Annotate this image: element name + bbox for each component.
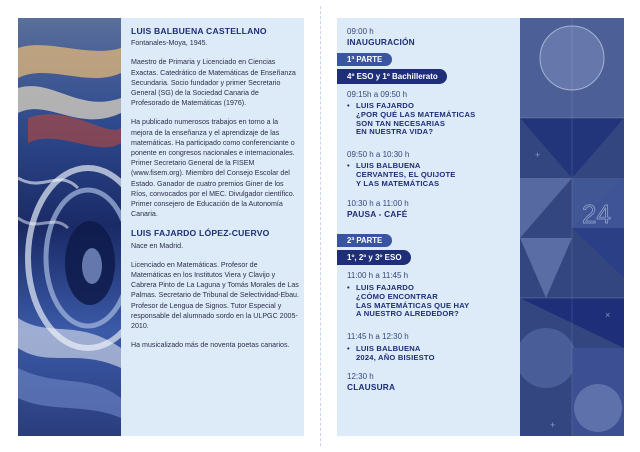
- painting-image: [18, 18, 121, 436]
- opening-title: INAUGURACIÓN: [347, 37, 415, 47]
- bio-origin: Nace en Madrid.: [131, 241, 184, 250]
- geometric-pattern: [520, 18, 624, 436]
- talk-speaker: LUIS FAJARDO: [356, 101, 415, 110]
- schedule-panel: [337, 18, 624, 436]
- talk-time: 11:00 h a 11:45 h: [347, 271, 409, 280]
- talk-item: [347, 162, 456, 188]
- bio-balbuena: [131, 26, 299, 219]
- talk-speaker: LUIS FAJARDO: [356, 283, 415, 292]
- abstract-painting: [18, 18, 121, 436]
- talk-speaker: LUIS BALBUENA: [356, 344, 421, 353]
- talk-time: 09:50 h a 10:30 h: [347, 150, 410, 159]
- talk-title-line: A NUESTRO ALREDEDOR?: [356, 309, 460, 319]
- bullet: •: [347, 161, 350, 170]
- bio-paragraph: Maestro de Primaria y Licenciado en Ciencias Exactas. Catedrático de Matemáticas de Enseñanza Secundaria. Socio fundador y primer Secretario General (SG) de la Sociedad Canaria de Profesorado de Matemáticas (1976).: [131, 58, 296, 108]
- part1-label: 1ª PARTE: [337, 53, 392, 66]
- svg-text:×: ×: [605, 310, 611, 320]
- talk-title-line: EN NUESTRA VIDA?: [356, 127, 434, 137]
- talk-item: [347, 102, 475, 137]
- pattern-numeral: 24: [582, 199, 611, 229]
- talk-title-line: CERVANTES, EL QUIJOTE: [356, 169, 456, 179]
- talk-item: [347, 284, 469, 319]
- bio-name: LUIS FAJARDO LÓPEZ-CUERVO: [131, 228, 270, 239]
- talk-title-line: SON TAN NECESARIAS: [356, 118, 446, 128]
- part2-label: 2ª PARTE: [337, 234, 392, 247]
- fold-line: [320, 6, 322, 446]
- part2-group: 1º, 2º y 3º ESO: [337, 250, 411, 265]
- bio-paragraph: Ha publicado numerosos trabajos en torno a la mejora de la enseñanza y el aprendizaje de las matemáticas. Ha participado como conferenciante o ponente en congresos nacionales e internacionales. Primer Secretario General de la FISEM (www.fisem.org). Miembro del Consejo Escolar del Estado. Ganador de cuatro premios Giner de los Ríos, convocados por el MEC. Divulgador científico. Primer consejero de Educación de la Autonomía Canaria.: [131, 118, 295, 219]
- svg-text:+: +: [535, 150, 541, 160]
- opening-time: 09:00 h: [347, 27, 374, 36]
- talk-speaker: LUIS BALBUENA: [356, 161, 421, 170]
- bullet: •: [347, 283, 350, 292]
- bullet: •: [347, 101, 350, 110]
- part1-group: 4º ESO y 1º Bachillerato: [337, 69, 447, 84]
- talk-time: 09:15h a 09:50 h: [347, 90, 408, 99]
- closing-title: CLAUSURA: [347, 382, 396, 392]
- break-time: 10:30 h a 11:00 h: [347, 199, 409, 208]
- closing-time: 12:30 h: [347, 372, 374, 381]
- talk-time: 11:45 h a 12:30 h: [347, 332, 409, 341]
- bio-name: LUIS BALBUENA CASTELLANO: [131, 26, 267, 36]
- bullet: •: [347, 344, 350, 353]
- talk-title-line: ¿POR QUÉ LAS MATEMÁTICAS: [356, 109, 476, 119]
- talk-title-line: 2024, AÑO BISIESTO: [356, 352, 435, 362]
- biographies: [131, 26, 299, 359]
- talk-title-line: LAS MATEMÁTICAS QUE HAY: [356, 300, 470, 310]
- talk-title-line: Y LAS MATEMÁTICAS: [356, 178, 440, 188]
- bio-fajardo: [131, 228, 299, 350]
- bio-paragraph: Licenciado en Matemáticas. Profesor de Matemáticas en los Institutos Viera y Clavijo y Cabrera Pinto de La Laguna y Tomás Morales de Las Palmas. Secretario de Tribunal de Selectividad-Ebau. Profesor de Lengua de Signos. Tutor Especial y responsable del alumnado sordo en la ULPGC 2005-2010.: [131, 260, 299, 331]
- bio-paragraph: Ha musicalizado más de noventa poetas canarios.: [131, 341, 290, 350]
- svg-text:+: +: [550, 420, 556, 430]
- bio-panel: [18, 18, 304, 436]
- break-title: PAUSA - CAFÉ: [347, 209, 408, 219]
- bio-origin: Fontanales-Moya, 1945.: [131, 39, 208, 48]
- talk-title-line: ¿CÓMO ENCONTRAR: [356, 291, 438, 301]
- talk-item: [347, 345, 435, 363]
